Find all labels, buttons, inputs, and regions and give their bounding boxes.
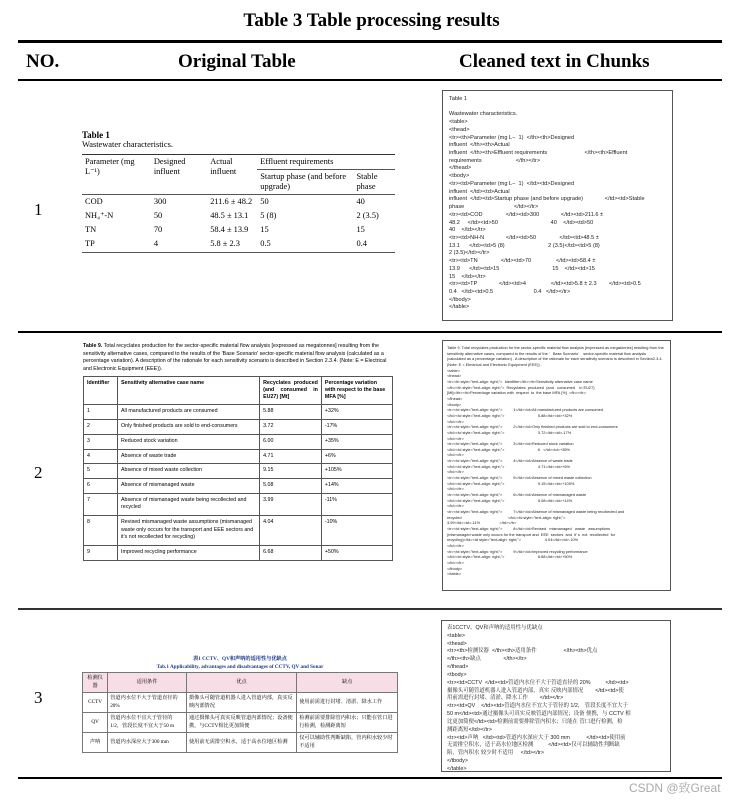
table-cell: 2 (3.5) bbox=[356, 211, 379, 221]
table-row bbox=[84, 515, 393, 545]
row-number: 2 bbox=[34, 463, 43, 482]
table-cell: 6.00 bbox=[260, 434, 322, 449]
table-cell: +35% bbox=[321, 434, 392, 449]
table-cell: 6.68 bbox=[260, 545, 322, 560]
table-cell: 3.99 bbox=[260, 493, 322, 515]
table-cell: 管道内水位不大于管道直径的20% bbox=[108, 693, 187, 713]
col-header: Identifier bbox=[84, 377, 118, 405]
cleaned-chunk-3: 表1CCTV、QV和声呐的适用性与优缺点 <table> <thead> <tr><th>检测仪器 </th><th>适用条件 </th><th>优点 </th><th>缺点 </th></tr> </thead> <tbody> <tr><td>CCTV </td><td>管道内水位不大于管道直径的 20% </td><td> 摄像头可随管道机器人进入管道内部，真实 反映内部情况 </td><td>使 用前需进行封堵、清淤、降水工作 </td></tr> <tr><td>QV </td><td>管道内水位不宜大于管径的 1/2， 管段长度不宜大于 50 m</td><td>通过摄像头可真实反映管道内部情况；设备 便携，与 CCTV 相 比更加简便</td><td>检测前需要排除管内积水；只能在 管口进行检测，检 测距离短</td></tr> <tr><td>声呐 </td><td>管道内水深应大于 300 mm </td><td>使用前 无需排空积水，适于高水位地区检测 </td><td>仅可以辅助性判断缺 陷，管内积水 较少时不适用 </td></tr> </tbody> </table> bbox=[441, 620, 671, 772]
col-header: Effluent requirements bbox=[257, 155, 395, 170]
original-table-cn bbox=[82, 655, 398, 753]
table-row bbox=[84, 545, 393, 560]
table-cell: NH₄⁺-N bbox=[85, 211, 114, 221]
col-header: 检测仪器 bbox=[83, 673, 108, 693]
table-cell: 管道内水位不宜大于管径的1/2，管段长度不宜大于50 m bbox=[108, 713, 187, 733]
header-no: NO. bbox=[26, 51, 60, 72]
table-cell: -11% bbox=[321, 493, 392, 515]
watermark: CSDN @致Great bbox=[629, 781, 721, 795]
table-row bbox=[84, 493, 393, 515]
table-cell: TN bbox=[85, 225, 97, 235]
table-cell: -10% bbox=[321, 515, 392, 545]
table-caption-label: Table 1 bbox=[82, 130, 110, 140]
table-cell: 50 bbox=[153, 211, 163, 221]
table-cell: 15 bbox=[356, 225, 365, 235]
table-cell: 检测前需要排除管内积水；只能在管口进行检测，检测距离短 bbox=[297, 713, 398, 733]
table-row bbox=[82, 195, 395, 210]
original-table-9 bbox=[83, 343, 393, 561]
table-row bbox=[84, 420, 393, 435]
table-row bbox=[84, 434, 393, 449]
table-cell: 4 bbox=[84, 449, 118, 464]
table-cell: All manufactured products are consumed bbox=[117, 405, 259, 420]
col-header: Stable phase bbox=[353, 170, 395, 195]
table-cell: 8 bbox=[84, 515, 118, 545]
table-cell: 使用前无需排空积水，适于高水位地区检测 bbox=[186, 733, 296, 753]
table-cell: 管道内水深应大于300 mm bbox=[108, 733, 187, 753]
table-cell: 5.08 bbox=[260, 478, 322, 493]
table-cell: 0.4 bbox=[356, 239, 367, 249]
col-header: Actual influent bbox=[207, 155, 257, 195]
col-header: Designed influent bbox=[151, 155, 207, 195]
row-divider bbox=[18, 608, 722, 610]
table-cell: 仅可以辅助性判断缺陷，管内积水较少时不适用 bbox=[297, 733, 398, 753]
table-cell: +50% bbox=[321, 545, 392, 560]
table-cell: 0.5 bbox=[260, 239, 271, 249]
table-cell: QV bbox=[83, 713, 108, 733]
bottom-rule bbox=[18, 777, 722, 779]
table-cell: 15 bbox=[260, 225, 269, 235]
table-cell: 48.5 ± 13.1 bbox=[210, 211, 249, 221]
table-caption-en: Tab.1 Applicability, advantages and disadvantages of CCTV, QV and Sonar bbox=[156, 664, 324, 670]
table-cell: Absence of mixed waste collection bbox=[117, 464, 259, 479]
table-cell: 声呐 bbox=[83, 733, 108, 753]
col-header: Recyclates produced (and consumed in EU27) [Mt] bbox=[260, 377, 322, 405]
table-row bbox=[84, 405, 393, 420]
table-cell: COD bbox=[85, 197, 103, 207]
table-caption-cn: 表1 CCTV、QV和声呐的适用性与优缺点 bbox=[193, 656, 287, 662]
col-header: Percentage variation with respect to the base MFA [%] bbox=[321, 377, 392, 405]
table-cell: 5.88 bbox=[260, 405, 322, 420]
table-caption-label: Table 9. bbox=[83, 343, 103, 349]
col-header: 适用条件 bbox=[108, 673, 187, 693]
col-header: 优点 bbox=[186, 673, 296, 693]
table-cell: 摄像头可随管道机器人进入管道内部，真实反映内部情况 bbox=[186, 693, 296, 713]
table-row bbox=[82, 237, 395, 252]
table-row bbox=[84, 449, 393, 464]
table-cell: -17% bbox=[321, 420, 392, 435]
table-cell: Improved recycling performance bbox=[117, 545, 259, 560]
col-header: Parameter (mg L⁻¹) bbox=[82, 155, 151, 195]
table-cell: 70 bbox=[153, 225, 163, 235]
table-cell: 50 bbox=[260, 197, 269, 207]
table-cell: 5 bbox=[84, 464, 118, 479]
table-cell: Revised mismanaged waste assumptions (mismanaged waste only occurs for the transport and EEE sectors and it's not recollected for recycling) bbox=[117, 515, 259, 545]
header-original-table: Original Table bbox=[178, 51, 296, 72]
table-cell: 5.8 ± 2.3 bbox=[210, 239, 240, 249]
table-row bbox=[83, 713, 398, 733]
table-cell: 40 bbox=[356, 197, 365, 207]
table-cell: 2 bbox=[84, 420, 118, 435]
table-cell: 4.71 bbox=[260, 449, 322, 464]
col-header: Startup phase (and before upgrade) bbox=[257, 170, 353, 195]
table-row bbox=[82, 209, 395, 223]
table-cell: 211.6 ± 48.2 bbox=[210, 197, 253, 207]
cleaned-chunk-1: Table 1 Wastewater characteristics. <table> <thead> <tr><th>Parameter (mg L− 1) </th><th>Designed influent </th><th>Actual influent </th><th>Effluent requirements </th><th>Effluent requirements </th></tr> </thead> <tbody> <tr><td>Parameter (mg L− 1) </td><td>Designed influent </td><td>Actual influent </td><td>Startup phase (and before upgrade) </td><td>Stable phase </td></tr> <tr><td>COD </td><td>300 </td><td>211.6 ± 48.2 </td><td>50 40 </td><td>50 40 </td></tr> <tr><td>NH-N </td><td>50 </td><td>48.5 ± 13.1 </td><td>5 (8) 2 (3.5)</td><td>5 (8) 2 (3.5)</td></tr> <tr><td>TN </td><td>70 </td><td>58.4 ± 13.9 </td><td>15 15 </td><td>15 15 </td></tr> <tr><td>TP </td><td>4 </td><td>5.8 ± 2.3 </td><td>0.5 0.4 </td><td>0.5 0.4 </td></tr> </tbody> </table> bbox=[442, 90, 673, 321]
page-title: Table 3 Table processing results bbox=[243, 10, 500, 31]
table-cell: Absence of mismanaged waste bbox=[117, 478, 259, 493]
row-number: 1 bbox=[34, 200, 43, 219]
table-row bbox=[84, 478, 393, 493]
table-cell: Reduced stock variation bbox=[117, 434, 259, 449]
table-cell: 9.15 bbox=[260, 464, 322, 479]
table-cell: Absence of waste trade bbox=[117, 449, 259, 464]
table-cell: +14% bbox=[321, 478, 392, 493]
table-caption: Total recyclates production for the sector-specific material flow analysis [expressed as megatonnes] resulting from the sensitivity alternative cases, compared to the results of the 'Base Scenario' sector-specific material flow analysis (calculated as a percentage variation). A description of the rationale for each sensitivity scenario is described in Section 2.3.4. (Note: E = Electrical and Electronic Equipment (EEE)). bbox=[83, 343, 387, 372]
table-row bbox=[83, 733, 398, 753]
table-cell: +32% bbox=[321, 405, 392, 420]
table-cell: +6% bbox=[321, 449, 392, 464]
table-cell: 7 bbox=[84, 493, 118, 515]
table-cell: 使用前需进行封堵、清淤、降水工作 bbox=[297, 693, 398, 713]
table-cell: 1 bbox=[84, 405, 118, 420]
header-cleaned-text: Cleaned text in Chunks bbox=[459, 51, 650, 72]
table-cell: CCTV bbox=[83, 693, 108, 713]
cleaned-chunk-2: Table 9. Total recyclates production for the sector-specific material flow analysis [expressed as megatonnes] resulting from the sensitivity alternative cases, compared to the results of the ' Base Scenario' sector-specific material flow analysis (calculated as a percentage variation) . A description of the rationale for each sensitivity scenario is described in Section2.3.4. (Note: E = Electrical and Electronic Equipment (EEE)) . <table> <thead> <tr><th style="text-align: right;"> Identifier</th><th>Sensitivity alternative case name </th><th style="text-align: right;"> Recyclates produced (and consumed in EU27) [Mt]</th><th>Percentage variation with respect to the base MFA [%] </th></tr> </thead> <tbody> <tr><td style="text-align: right;"> 1</td><td>All manufactured products are consumed </td><td style="text-align: right;"> 5.88</td><td>+32% </td></tr> <tr><td style="text-align: right;"> 2</td><td>Only finished products are sold to end-consumers </td><td style="text-align: right;"> 3.72</td><td>-17% </td></tr> <tr><td style="text-align: right;"> 3</td><td>Reduced stock variation </td><td style="text-align: right;"> 6 </td><td>+35% </td></tr> <tr><td style="text-align: right;"> 4</td><td>Absence of waste trade </td><td style="text-align: right;"> 4.71</td><td>+6% </td></tr> <tr><td style="text-align: right;"> 5</td><td>Absence of mixed waste collection </td><td style="text-align: right;"> 9.15</td><td>+105% </td></tr> <tr><td style="text-align: right;"> 6</td><td>Absence of mismanaged waste </td><td style="text-align: right;"> 5.08</td><td>+14% </td></tr> <tr><td style="text-align: right;"> 7</td><td>Absence of mismanaged waste being recollected and recycled </td><td style="text-align: right;"> 3.99</td><td>-11% </td></tr> <tr><td style="text-align: right;"> 8</td><td>Revised mismanaged waste assumptions (mismanaged waste only occurs for the transport and EEE sectors and it' s not recollected for recycling)</td><td style="text-align: right;"> 4.04</td><td>-10% </td></tr> <tr><td style="text-align: right;"> 9</td><td>Improved recycling performance </td><td style="text-align: right;"> 6.68</td><td>+50% </td></tr> </tbody> </table> bbox=[442, 340, 671, 591]
table-cell: 9 bbox=[84, 545, 118, 560]
table-cell: TP bbox=[85, 239, 95, 249]
header-rule bbox=[18, 79, 722, 81]
table-cell: 3 bbox=[84, 434, 118, 449]
col-header: Sensitivity alternative case name bbox=[117, 377, 259, 405]
table-row bbox=[83, 693, 398, 713]
original-table-1 bbox=[82, 130, 395, 253]
row-divider bbox=[18, 331, 722, 333]
table-cell: 5 (8) bbox=[260, 211, 277, 221]
table-caption: Wastewater characteristics. bbox=[82, 140, 173, 149]
table-cell: 3.72 bbox=[260, 420, 322, 435]
table-cell: 6 bbox=[84, 478, 118, 493]
table-cell: Only finished products are sold to end-consumers bbox=[117, 420, 259, 435]
table-cell: 58.4 ± 13.9 bbox=[210, 225, 249, 235]
table-cell: 4 bbox=[153, 239, 159, 249]
table-cell: 4.04 bbox=[260, 515, 322, 545]
table-cell: Absence of mismanaged waste being recollected and recycled bbox=[117, 493, 259, 515]
table-cell: +105% bbox=[321, 464, 392, 479]
col-header: 缺点 bbox=[297, 673, 398, 693]
table-cell: 通过摄像头可真实反映管道内部情况；设备便携，与CCTV相比更加简便 bbox=[186, 713, 296, 733]
table-row bbox=[84, 464, 393, 479]
row-number: 3 bbox=[34, 688, 43, 707]
table-row bbox=[82, 223, 395, 237]
table-cell: 300 bbox=[153, 197, 167, 207]
top-rule bbox=[18, 40, 722, 43]
